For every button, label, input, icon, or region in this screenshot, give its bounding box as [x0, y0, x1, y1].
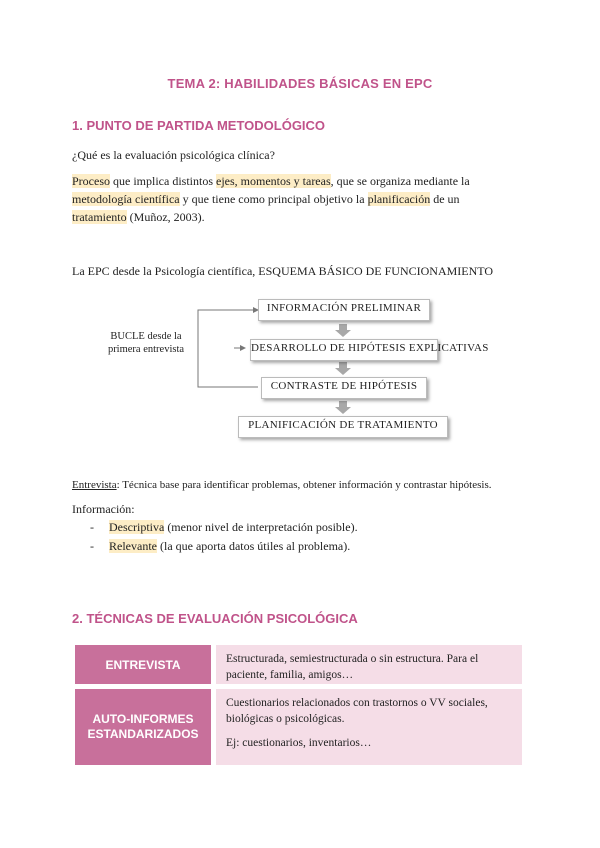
list-item-rest: (menor nivel de interpretación posible).	[164, 520, 358, 534]
def-text-3: y que tiene como principal objetivo la	[179, 192, 368, 206]
step-contraste-hipotesis: CONTRASTE DE HIPÓTESIS	[261, 377, 427, 399]
page-title: TEMA 2: HABILIDADES BÁSICAS EN EPC	[167, 76, 433, 91]
def-text-5: (Muñoz, 2003).	[126, 210, 205, 224]
down-arrows	[335, 324, 351, 414]
section-2-heading: 2. TÉCNICAS DE EVALUACIÓN PSICOLÓGICA	[72, 611, 358, 626]
step-desarrollo-label: DESARROLLO DE HIPÓTESIS EXPLICATIVAS	[251, 342, 489, 354]
step-planificacion-tratamiento: PLANIFICACIÓN DE TRATAMIENTO	[238, 416, 448, 438]
table-row-1-desc	[216, 645, 522, 684]
def-text-1: que implica distintos	[110, 174, 216, 188]
entrevista-definition	[72, 476, 492, 494]
term-descriptiva: Descriptiva	[109, 520, 165, 534]
table-row-2-desc	[216, 689, 522, 765]
table-cell-text: Cuestionarios relacionados con trastornos o VV sociales, biológicas o psicológicas.	[226, 697, 488, 725]
list-dash: -	[90, 520, 94, 534]
highlight-metodologia: metodología científica	[72, 192, 180, 206]
table-cell-example: Ej: cuestionarios, inventarios…	[226, 737, 372, 749]
term-relevante: Relevante	[109, 539, 157, 553]
loop-label	[98, 330, 194, 356]
loop-label-primera: primera	[107, 344, 144, 355]
loop-arrowhead-mid	[240, 345, 246, 351]
highlight-tratamiento: tratamiento	[72, 210, 127, 224]
table-cell-label: AUTO-INFORMES ESTANDARIZADOS	[87, 712, 199, 741]
highlight-ejes: ejes, momentos y tareas	[216, 174, 331, 188]
definition-paragraph	[72, 172, 492, 226]
def-text-2: , que se organiza mediante la	[330, 174, 470, 188]
loop-label-entrevista: entrevista	[143, 344, 185, 355]
loop-label-line-1: BUCLE desde la	[110, 331, 182, 342]
table-row-1-name	[75, 645, 211, 684]
list-item	[72, 518, 358, 537]
section-1-heading: 1. PUNTO DE PARTIDA METODOLÓGICO	[72, 118, 326, 133]
entrevista-def-text: : Técnica base para identificar problemas, obtener información y contrastar hipótesis.	[116, 479, 492, 491]
table-row-2-name	[75, 689, 211, 765]
def-text-4: de un	[430, 192, 460, 206]
highlight-proceso: Proceso	[72, 174, 110, 188]
step-informacion-preliminar: INFORMACIÓN PRELIMINAR	[258, 299, 430, 321]
table-cell-text: Estructurada, semiestructurada o sin estructura. Para el paciente, familia, amigos…	[226, 653, 479, 681]
scheme-title: La EPC desde la Psicología científica, ESQUEMA BÁSICO DE FUNCIONAMIENTO	[72, 264, 494, 278]
list-dash: -	[90, 539, 94, 553]
info-label: Información:	[72, 502, 135, 516]
info-list	[72, 518, 358, 556]
loop-bracket-line	[198, 310, 258, 387]
loop-label-line-2	[98, 343, 194, 356]
table-cell-label: ENTREVISTA	[105, 657, 181, 672]
highlight-planificacion: planificación	[367, 192, 431, 206]
list-item-rest: (la que aporta datos útiles al problema).	[156, 539, 351, 553]
entrevista-term: Entrevista	[72, 479, 117, 491]
step-desarrollo-hipotesis	[250, 339, 489, 361]
list-item	[72, 537, 358, 556]
question-text: ¿Qué es la evaluación psicológica clínica?	[72, 148, 275, 162]
